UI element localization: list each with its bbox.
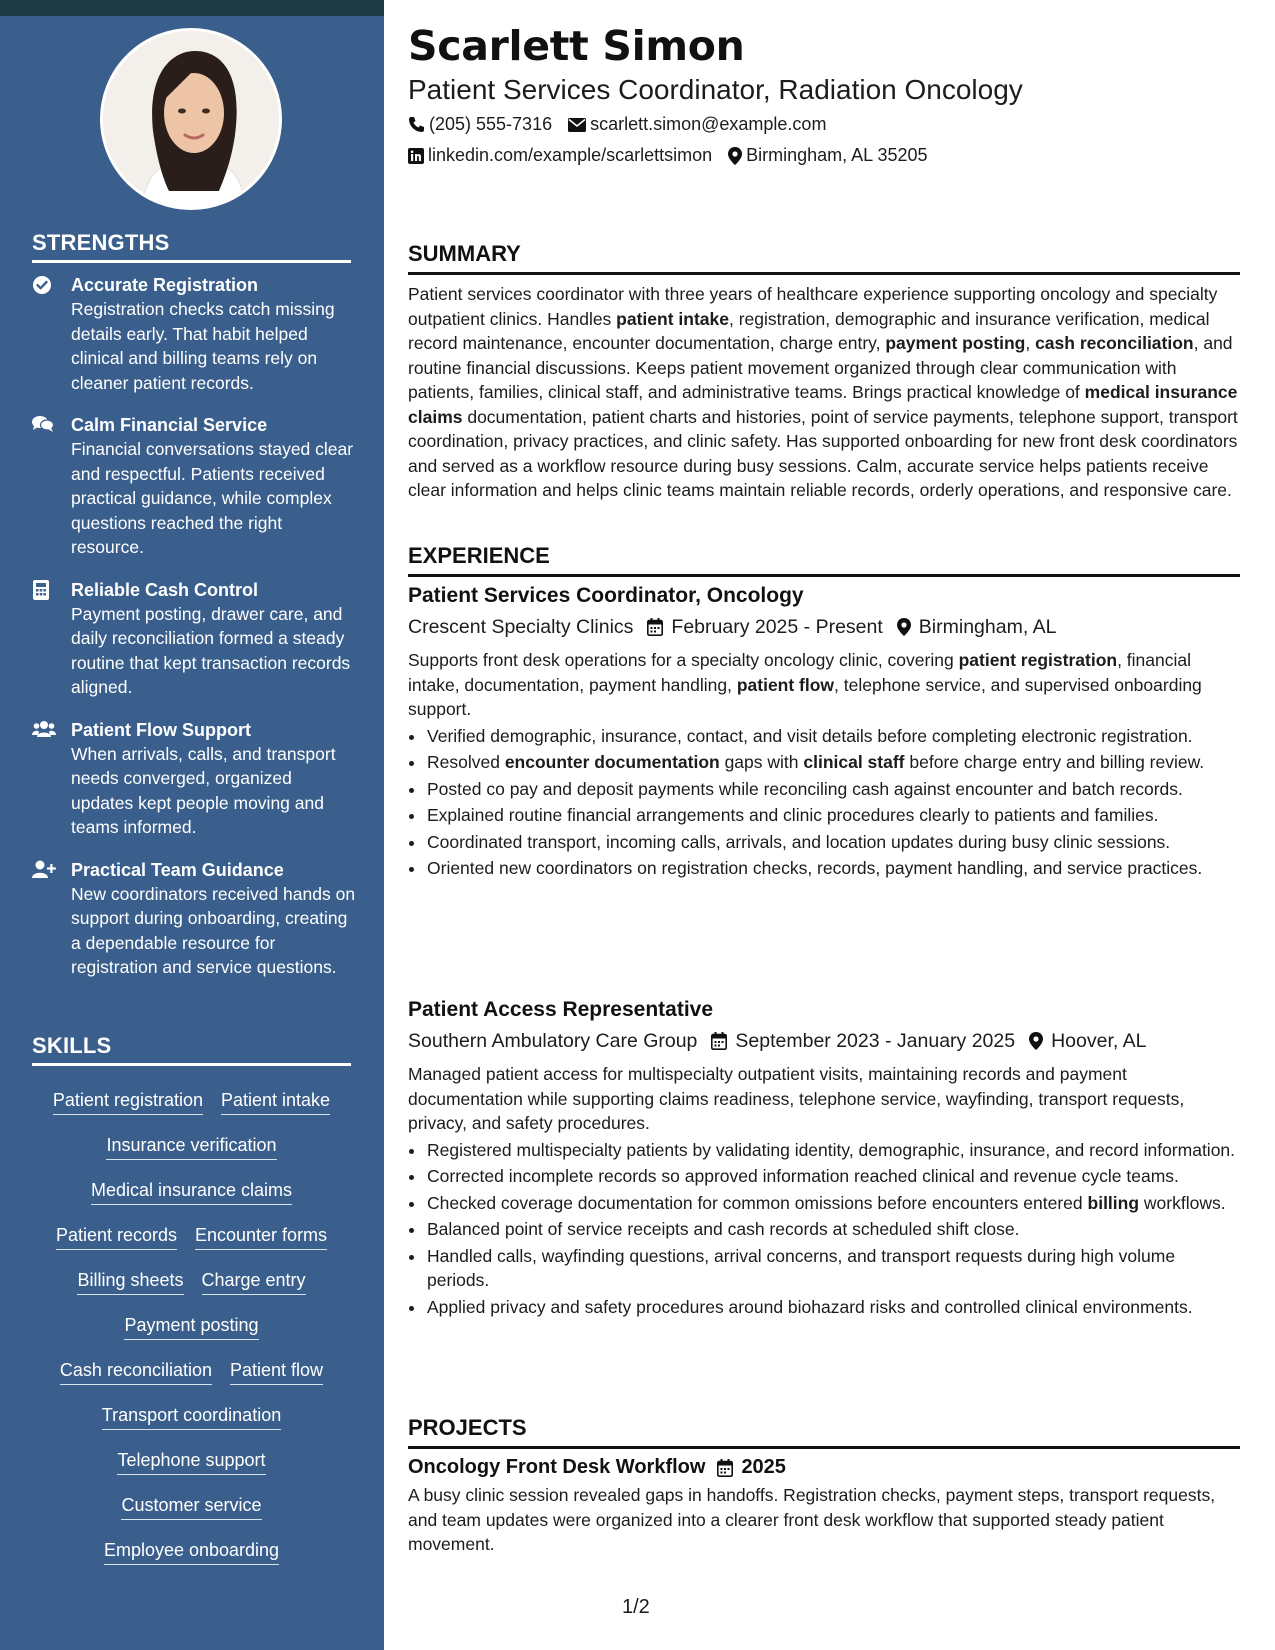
skill-tag: Patient intake (221, 1088, 330, 1115)
candidate-title: Patient Services Coordinator, Radiation Oncology (408, 74, 1023, 105)
job-dates: September 2023 - January 2025 (735, 1030, 1016, 1052)
projects-heading: PROJECTS (408, 1415, 1240, 1449)
text-run: , telephone service, and supervised onboarding support. (408, 674, 1202, 719)
skill-row (32, 1313, 351, 1358)
job-role: Patient Access Representative (408, 998, 714, 1021)
emphasis-text: billing (1087, 1192, 1140, 1213)
contact-row (408, 114, 842, 135)
text-run: Checked coverage documentation for common omissions before encounters entered (427, 1192, 1088, 1213)
text-run: Handled calls, wayfinding questions, arrival concerns, and transport requests during high volume periods. (427, 1245, 1176, 1290)
calculator-icon (32, 580, 54, 600)
strength-title: Reliable Cash Control (71, 579, 259, 600)
check-circle-icon (32, 275, 54, 295)
text-run: Oriented new coordinators on registration checks, records, payment handling, and service practices. (427, 858, 1203, 878)
emphasis-text: encounter documentation (504, 752, 720, 772)
strength-title: Calm Financial Service (71, 415, 268, 435)
skill-tag: Patient records (56, 1223, 177, 1250)
project-description: A busy clinic session revealed gaps in handoffs. Registration checks, payment steps, transport requests, and team updates were organized into a clearer front desk workflow that supported steady patient movement. (408, 1485, 1216, 1554)
project-header (408, 1456, 1240, 1479)
job-meta (408, 614, 1240, 640)
skill-tag: Billing sheets (77, 1268, 183, 1295)
project-year: 2025 (741, 1456, 786, 1478)
job-entry (408, 582, 1240, 883)
phone-contact (408, 114, 552, 135)
skill-tag: Employee onboarding (104, 1538, 279, 1565)
strength-title: Practical Team Guidance (71, 859, 284, 880)
job-description (408, 1062, 1240, 1136)
text-run: Corrected incomplete records so approved information reached clinical and revenue cycle teams. (427, 1166, 1179, 1186)
map-pin-icon (1029, 1032, 1043, 1050)
skill-tag: Cash reconciliation (60, 1358, 212, 1385)
strength-description: When arrivals, calls, and transport needs converged, organized updates kept people moving and teams informed. (71, 743, 336, 837)
user-plus-icon (32, 860, 54, 880)
text-run: Patient services coordinator with three years of healthcare experience supporting oncology and specialty outpatient clinics. Handles (408, 284, 1218, 329)
phone-number: (205) 555-7316 (429, 114, 553, 134)
location-contact (728, 145, 927, 166)
email-address: scarlett.simon@example.com (590, 114, 827, 134)
text-run: Verified demographic, insurance, contact, and visit details before completing electronic registration. (427, 725, 1193, 746)
strength-description: Payment posting, drawer care, and daily reconciliation formed a steady routine that kept transaction records aligned. (71, 603, 351, 697)
emphasis-text: patient intake (616, 308, 729, 329)
job-bullet (426, 1295, 1240, 1320)
skill-row (32, 1088, 351, 1133)
calendar-icon (717, 1459, 733, 1477)
skill-tag: Patient flow (230, 1358, 323, 1385)
strengths-heading: STRENGTHS (32, 230, 351, 263)
text-run: Supports front desk operations for a specialty oncology clinic, covering (408, 650, 959, 670)
strength-description: New coordinators received hands on support during onboarding, creating a dependable resource for registration and service questions. (71, 883, 356, 977)
text-run: documentation, patient charts and histories, point of service payments, telephone support, transport coordination, privacy practices, and clinic safety. Has supported onboarding for new front desk coordinators and served as a workflow resource during busy sessions. Calm, accurate service helps patients receive clear information and helps clinic teams maintain reliable records, orderly operations, and responsive care. (408, 406, 1238, 500)
chat-bubbles-icon (32, 415, 54, 435)
text-run: gaps with (719, 752, 804, 772)
company-name: Southern Ambulatory Care Group (408, 1030, 698, 1052)
text-run: Registered multispecialty patients by validating identity, demographic, insurance, and record information. (427, 1139, 1236, 1160)
users-icon (32, 720, 54, 740)
skill-tag: Charge entry (202, 1268, 306, 1295)
emphasis-text: payment posting (885, 333, 1026, 353)
summary-heading: SUMMARY (408, 241, 1240, 275)
job-bullet (426, 830, 1240, 855)
summary-text (408, 282, 1240, 503)
location-text: Birmingham, AL 35205 (746, 145, 928, 165)
experience-heading: EXPERIENCE (408, 543, 1240, 577)
job-dates: February 2025 - Present (671, 616, 883, 638)
skill-row (32, 1403, 351, 1448)
skills-list (32, 1088, 351, 1583)
text-run: Resolved (427, 752, 505, 772)
job-bullet (426, 856, 1240, 881)
job-bullet (426, 1217, 1240, 1242)
strength-item (32, 578, 357, 700)
company-name: Crescent Specialty Clinics (408, 616, 634, 638)
skill-tag: Insurance verification (106, 1133, 276, 1160)
job-bullet (426, 1191, 1240, 1216)
contact-row (408, 145, 944, 166)
skill-row (32, 1223, 351, 1268)
job-location: Birmingham, AL (918, 616, 1057, 638)
strength-description: Financial conversations stayed clear and respectful. Patients received practical guidance, while complex questions reached the right resource. (71, 439, 354, 557)
emphasis-text: patient flow (736, 674, 835, 695)
top-accent-bar (0, 0, 384, 16)
profile-photo (100, 28, 282, 210)
text-run: Balanced point of service receipts and cash records at scheduled shift close. (427, 1219, 1020, 1239)
skill-tag: Medical insurance claims (91, 1178, 292, 1205)
job-bullet (426, 1138, 1240, 1163)
text-run: before charge entry and billing review. (904, 752, 1205, 772)
linkedin-url: linkedin.com/example/scarlettsimon (428, 145, 713, 165)
linkedin-icon (408, 148, 424, 164)
skills-heading: SKILLS (32, 1033, 351, 1066)
skill-row (32, 1538, 351, 1583)
strength-item (32, 413, 357, 560)
skill-tag: Payment posting (124, 1313, 258, 1340)
strength-title: Patient Flow Support (71, 719, 251, 740)
emphasis-text: patient registration (958, 650, 1118, 670)
text-run: , (1025, 333, 1036, 353)
job-location: Hoover, AL (1051, 1030, 1147, 1052)
text-run: Managed patient access for multispecialty outpatient visits, maintaining records and payment documentation while supporting claims readiness, telephone service, wayfinding, transport requests, privacy, and safety procedures. (408, 1064, 1185, 1133)
email-contact (568, 114, 826, 135)
sidebar (0, 16, 384, 1650)
phone-icon (408, 116, 425, 133)
text-run: , and routine financial discussions. Keeps patient movement organized through clear communication with patients, families, clinical staff, and administrative teams. Brings practical knowledge of (408, 333, 1233, 402)
linkedin-contact (408, 145, 712, 166)
job-bullet (426, 750, 1240, 775)
skill-tag: Customer service (121, 1493, 261, 1520)
skill-tag: Transport coordination (102, 1403, 281, 1430)
candidate-name: Scarlett Simon (408, 22, 745, 70)
text-run: Applied privacy and safety procedures around biohazard risks and controlled clinical environments. (427, 1296, 1193, 1317)
emphasis-text: medical insurance claims (408, 382, 1238, 427)
page-number: 1/2 (622, 1596, 650, 1618)
skill-row (32, 1358, 351, 1403)
emphasis-text: cash reconciliation (1035, 333, 1194, 353)
skill-row (32, 1268, 351, 1313)
strength-title: Accurate Registration (71, 275, 259, 295)
skill-tag: Patient registration (53, 1088, 203, 1115)
job-bullet (426, 803, 1240, 828)
map-pin-icon (728, 147, 742, 165)
text-run: Explained routine financial arrangements and clinic procedures clearly to patients and families. (427, 805, 1159, 825)
skill-row (32, 1178, 351, 1223)
strength-description: Registration checks catch missing details early. That habit helped clinical and billing teams rely on cleaner patient records. (71, 299, 335, 393)
job-description (408, 648, 1240, 722)
text-run: workflows. (1139, 1192, 1226, 1213)
text-run: , registration, demographic and insurance verification, medical record maintenance, encounter documentation, charge entry, (408, 308, 1210, 353)
skill-row (32, 1448, 351, 1493)
calendar-icon (647, 618, 663, 636)
text-run: Coordinated transport, incoming calls, arrivals, and location updates during busy clinic sessions. (427, 831, 1171, 852)
emphasis-text: clinical staff (803, 752, 905, 772)
job-role: Patient Services Coordinator, Oncology (408, 584, 804, 607)
project-name: Oncology Front Desk Workflow (408, 1456, 706, 1478)
text-run: , financial intake, documentation, payment handling, (408, 650, 1192, 695)
calendar-icon (711, 1032, 727, 1050)
skill-tag: Telephone support (117, 1448, 265, 1475)
strength-item (32, 273, 357, 395)
text-run: Posted co pay and deposit payments while reconciling cash against encounter and batch records. (427, 778, 1183, 799)
job-entry (408, 996, 1240, 1321)
project-entry (408, 1456, 1240, 1557)
job-bullets (408, 1138, 1240, 1320)
strength-item (32, 858, 357, 980)
job-bullets (408, 724, 1240, 881)
skill-tag: Encounter forms (195, 1223, 327, 1250)
job-meta (408, 1028, 1240, 1054)
strengths-list (32, 273, 357, 998)
envelope-icon (568, 118, 586, 132)
job-bullet (426, 1244, 1240, 1293)
skill-row (32, 1493, 351, 1538)
strength-item (32, 718, 357, 840)
job-bullet (426, 1164, 1240, 1189)
job-bullet (426, 777, 1240, 802)
map-pin-icon (897, 618, 911, 636)
job-bullet (426, 724, 1240, 749)
skill-row (32, 1133, 351, 1178)
